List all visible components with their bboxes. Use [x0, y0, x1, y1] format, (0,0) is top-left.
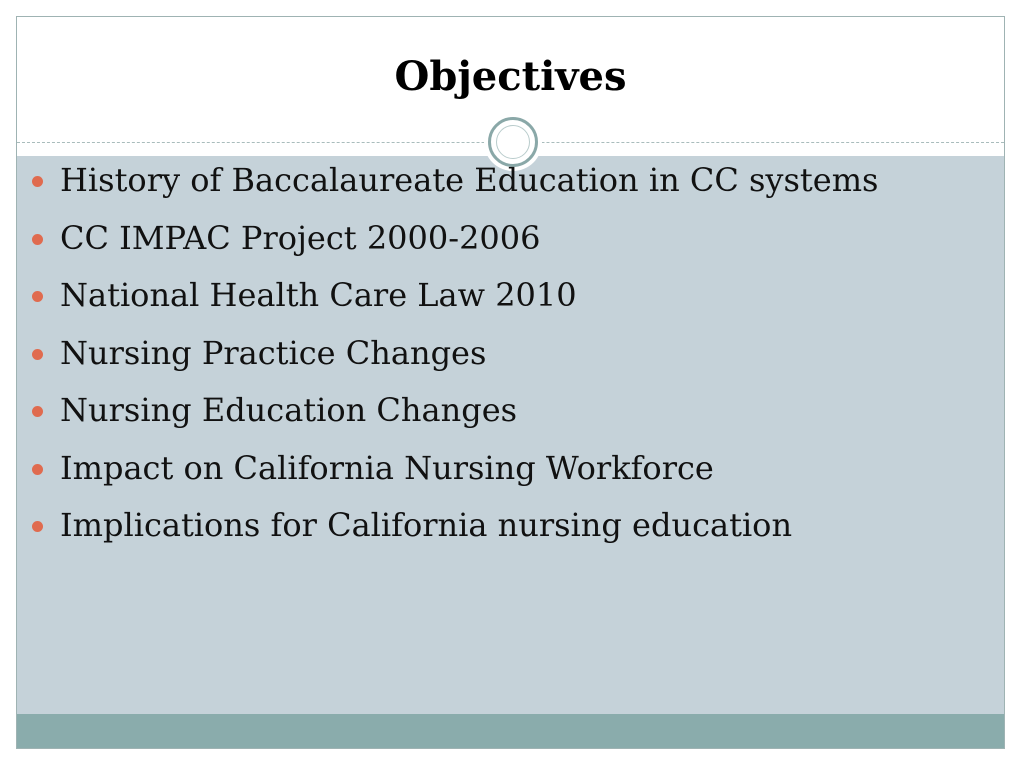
bullet-dot-icon	[32, 234, 43, 245]
bullet-item	[30, 505, 970, 563]
bullet-text: Nursing Education Changes	[60, 391, 518, 429]
circle-inner	[496, 125, 530, 159]
bullet-list	[30, 160, 970, 563]
bullet-dot-icon	[32, 176, 43, 187]
bullet-dot-icon	[32, 464, 43, 475]
bullet-dot-icon	[32, 291, 43, 302]
bullet-dot-icon	[32, 349, 43, 360]
bullet-item	[30, 218, 970, 276]
bullet-text: History of Baccalaureate Education in CC systems	[60, 161, 879, 199]
bullet-text: Implications for California nursing education	[60, 506, 793, 544]
bullet-text: Impact on California Nursing Workforce	[60, 448, 714, 487]
bullet-item	[30, 275, 970, 333]
bullet-item	[30, 160, 970, 218]
bullet-text: National Health Care Law 2010	[60, 276, 577, 314]
bullet-item	[30, 448, 970, 506]
bullet-text: CC IMPAC Project 2000-2006	[60, 218, 541, 257]
slide-title: Objectives	[394, 53, 627, 100]
bullet-dot-icon	[32, 406, 43, 417]
bullet-dot-icon	[32, 521, 43, 532]
footer-bar	[17, 714, 1004, 748]
bullet-item	[30, 390, 970, 448]
bullet-item	[30, 333, 970, 391]
bullet-text: Nursing Practice Changes	[60, 333, 487, 372]
